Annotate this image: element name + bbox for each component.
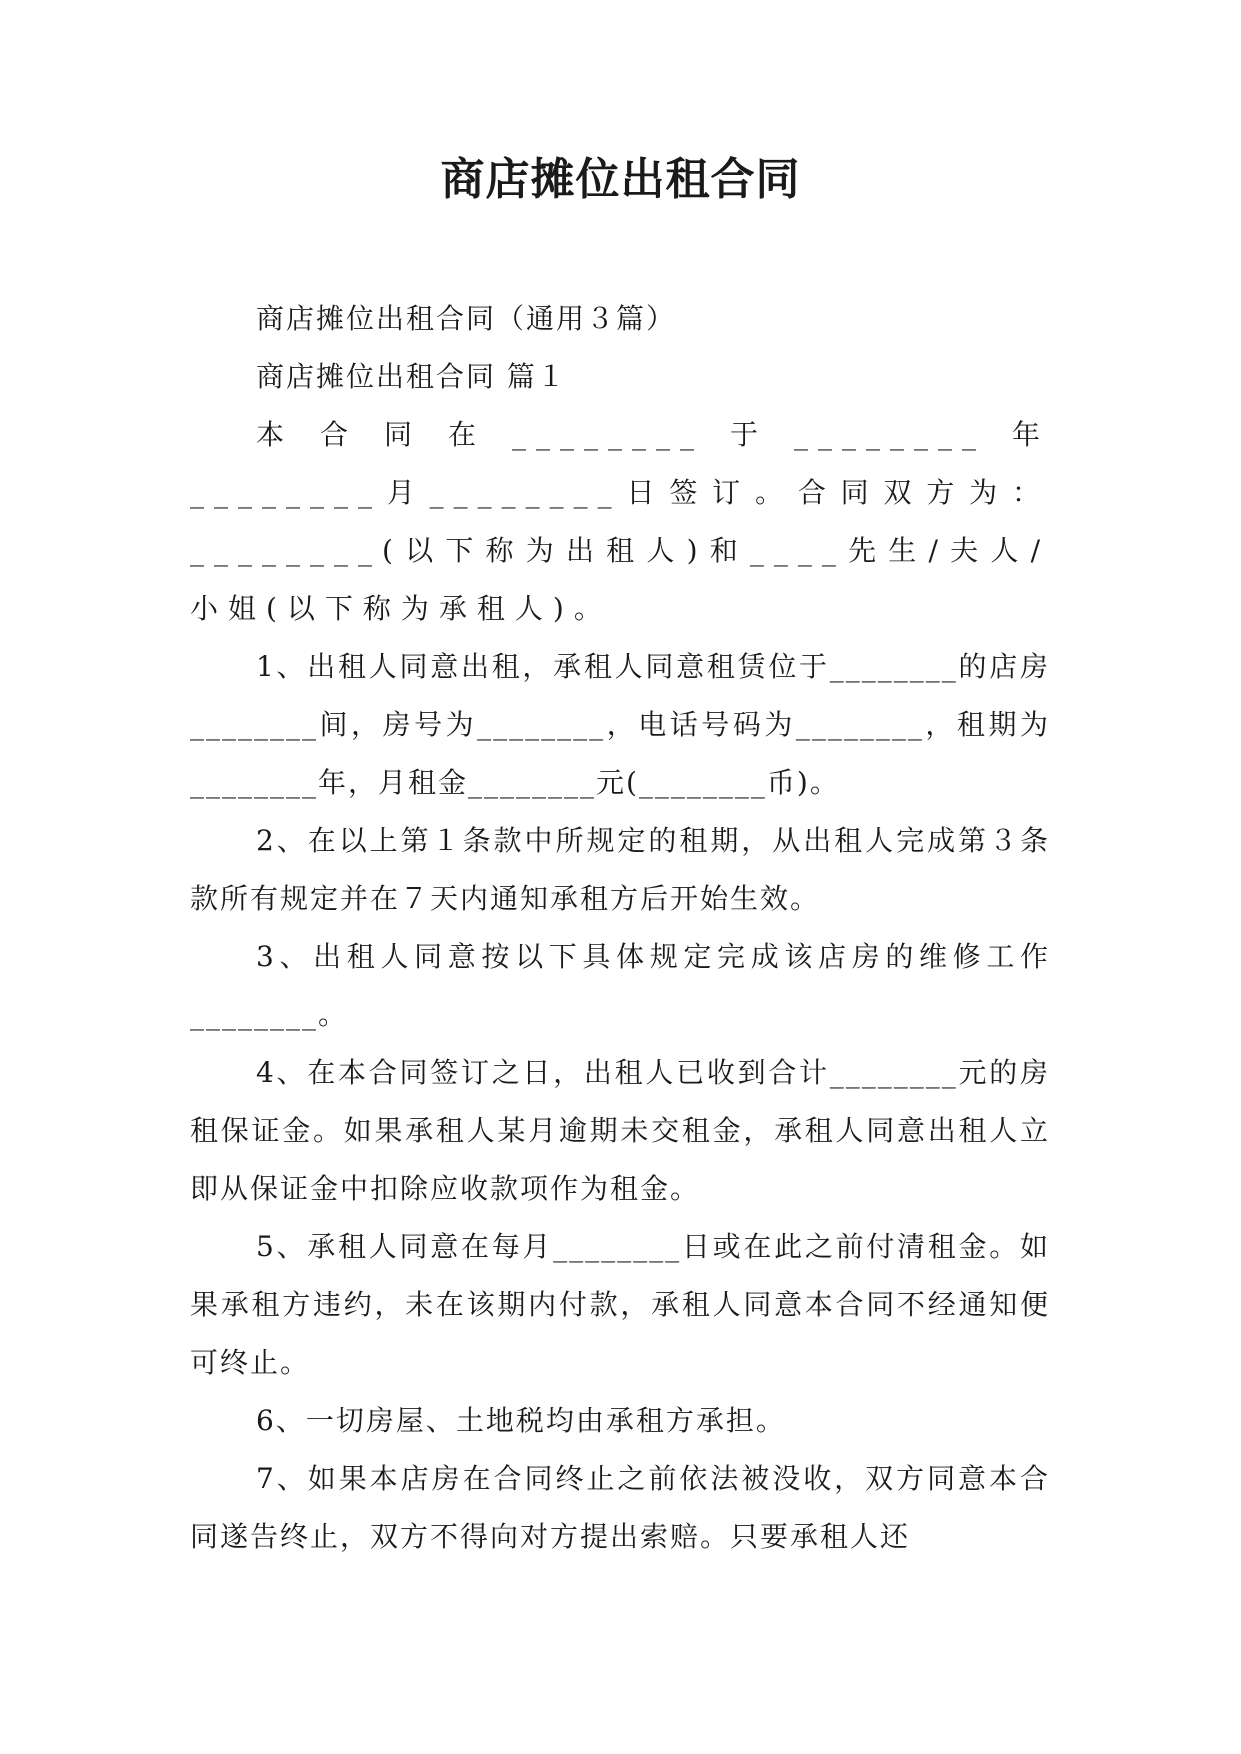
subtitle-general: 商店摊位出租合同（通用３篇） (256, 302, 677, 335)
clause-6: 6、一切房屋、土地税均由承租方承担。 (256, 1404, 786, 1437)
clause-5: 5、承租人同意在每月________日或在此之前付清租金。如果承租方违约，未在该期内付款，承租人同意本合同不经通知便可终止。 (190, 1230, 1050, 1379)
document-body (190, 290, 1050, 1566)
clause-4: 4、在本合同签订之日，出租人已收到合计________元的房租保证金。如果承租人某月逾期未交租金，承租人同意出租人立即从保证金中扣除应收款项作为租金。 (190, 1056, 1050, 1205)
document-title: 商店摊位出租合同 (440, 154, 801, 205)
clause-7: 7、如果本店房在合同终止之前依法被没收，双方同意本合同遂告终止，双方不得向对方提出索赔。只要承租人还 (190, 1462, 1050, 1553)
clause-3: 3、出租人同意按以下具体规定完成该店房的维修工作________。 (190, 940, 1050, 1031)
subtitle-part-1: 商店摊位出租合同 篇１ (256, 360, 567, 393)
clause-2: 2、在以上第１条款中所规定的租期，从出租人完成第３条款所有规定并在７天内通知承租方后开始生效。 (190, 824, 1050, 915)
clause-1: 1、出租人同意出租，承租人同意租赁位于________的店房________间，房号为________，电话号码为________，租期为________年，月租金________元(________币)。 (190, 650, 1050, 799)
contract-preamble: 本合同在________于________年________月________日签订。合同双方为：________(以下称为出租人)和____先生/夫人/小姐(以下称为承租人)。 (190, 418, 1050, 625)
